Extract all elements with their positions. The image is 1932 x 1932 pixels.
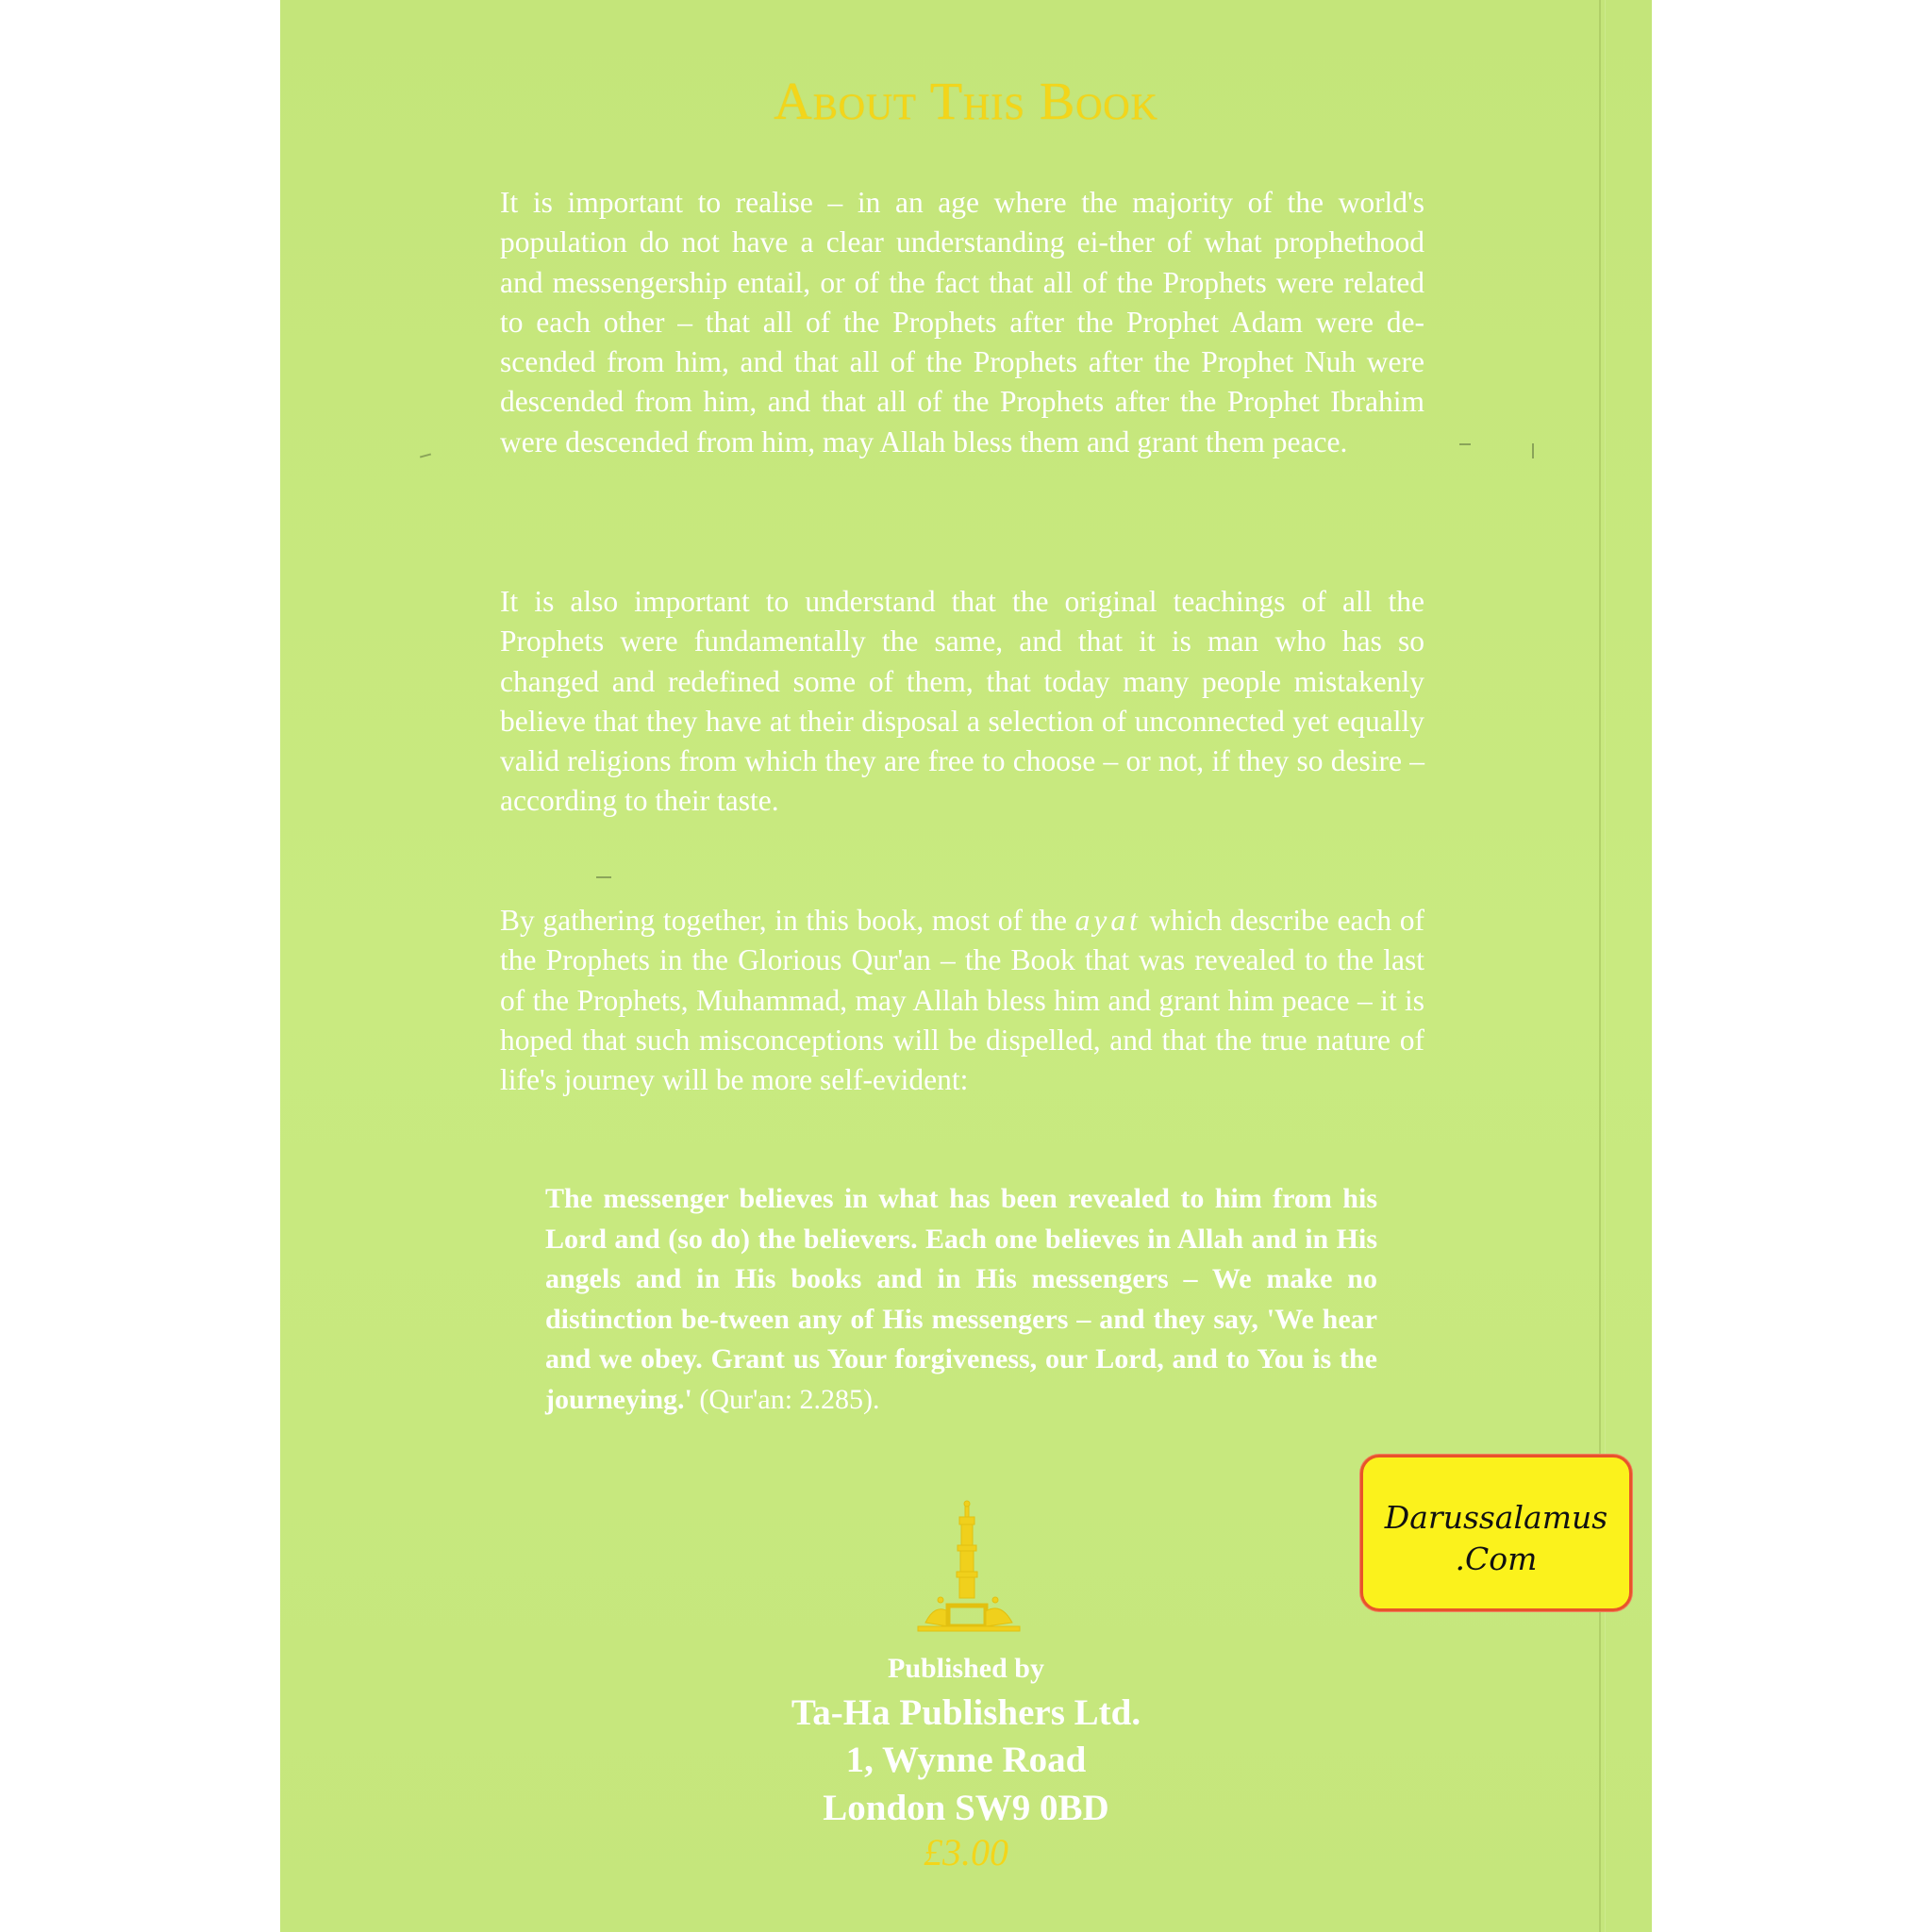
publisher-name: Ta-Ha Publishers Ltd.: [791, 1692, 1141, 1733]
print-speck: [596, 876, 611, 878]
paragraph-3: [500, 901, 1424, 1100]
quote-reference: (Qur'an: 2.285).: [691, 1383, 880, 1415]
watermark-line-2: .Com: [1455, 1541, 1538, 1577]
quran-quote: [545, 1179, 1377, 1421]
publisher-address-line-1: 1, Wynne Road: [845, 1740, 1087, 1780]
print-speck: [1459, 443, 1471, 445]
paragraph-2: It is also important to understand that the original teachings of all the Prophets were fundamentally the same, and that it is man who has so changed and redefined some of them, that today many people mistakenly believe that they have at their disposal a selection of unconnected yet equally valid religions from which they are free to choose – or not, if they so desire – according to their taste.: [500, 585, 1424, 818]
spine-crease-highlight: [1605, 0, 1606, 1932]
watermark-line-1: Darussalamus: [1384, 1499, 1608, 1536]
price: £3.00: [924, 1831, 1008, 1874]
print-speck: [1532, 443, 1534, 458]
watermark-text: [1363, 1497, 1629, 1580]
book-back-cover: [280, 0, 1652, 1932]
paragraph-1: It is important to realise – in an age where the majority of the world's population do not have a clear understanding ei-ther of what prophethood and messengership entail, or of the fact that all of the Prophets were related to each other – that all of the Prophets after the Prophet Adam were de-scended from him, and that all of the Prophets after the Prophet Nuh were descended from him, and that all of the Prophets after the Prophet Ibrahim were descended from him, may Allah bless them and grant them peace.: [500, 186, 1424, 458]
publisher-logo-icon: [907, 1500, 1029, 1641]
quote-text: The messenger believes in what has been revealed to him from his Lord and (so do) the believers. Each one believes in Allah and in His angels and in His books and in His messengers – We make no distinction be-tween any of His messengers – and they say, 'We hear and we obey. Grant us Your forgiveness, our Lord, and to You is the journeying.': [545, 1183, 1377, 1415]
published-by-label: Published by: [888, 1653, 1044, 1684]
ayat-term: ayat: [1074, 904, 1141, 937]
spine-crease: [1599, 0, 1601, 1932]
paragraph-3-start: By gathering together, in this book, most of the: [500, 904, 1075, 937]
paragraph-3-end: which describe each of the Prophets in the Glorious Qur'an – the Book that was revealed to the last of the Prophets, Muhammad, may Allah bless him and grant him peace – it is hoped that such misconceptions will be dispelled, and that the true nature of life's journey will be more self-evident:: [500, 904, 1424, 1097]
cover-title: About This Book: [774, 73, 1158, 131]
publisher-address-line-2: London SW9 0BD: [823, 1788, 1109, 1828]
print-speck: [420, 453, 431, 458]
watermark-badge: [1360, 1455, 1632, 1611]
